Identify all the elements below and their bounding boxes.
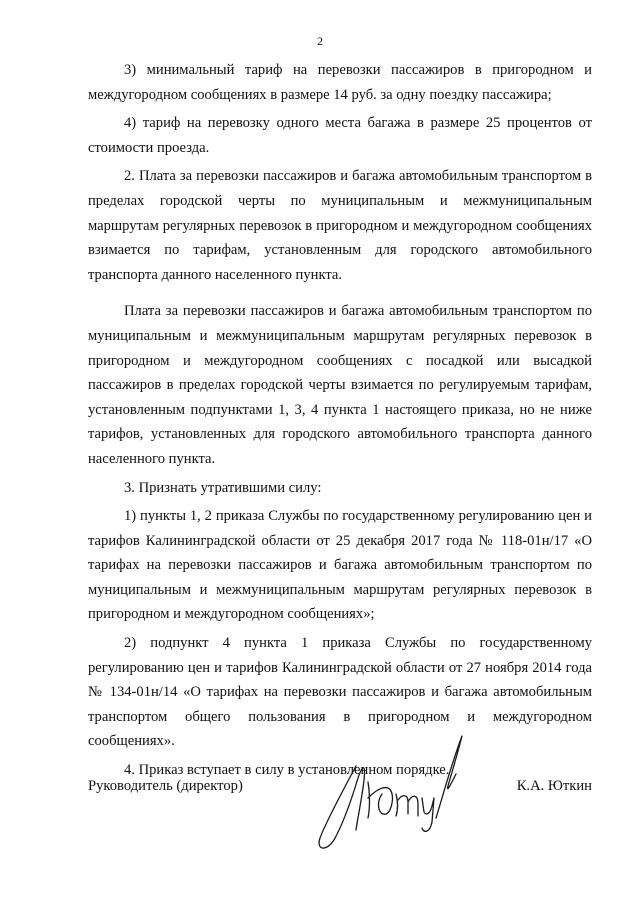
signatory-role: Руководитель (директор): [88, 778, 243, 794]
handwritten-signature: [312, 722, 472, 862]
paragraph-6: 1) пункты 1, 2 приказа Службы по государственному регулированию цен и тарифов Калининградской области от 25 декабря 2017 года № 118-01н/17 «О тарифах на перевозки пассажиров и багажа автомобильным транспортом по муниципальным и межмуниципальным маршрутам регулярных перевозок в пригородном и междугородном сообщениях»;: [88, 508, 592, 623]
paragraph-4: Плата за перевозки пассажиров и багажа автомобильным транспортом по муниципальным и межмуниципальным маршрутам регулярных перевозок в пригородном и междугородном сообщениях с посадкой или высадкой пассажиров в пределах городской черты взимается по регулируемым тарифам, установленным подпунктами 1, 3, 4 пункта 1 настоящего приказа, но не ниже тарифов, установленных для городского автомобильного транспорта данного населенного пункта.: [88, 303, 592, 467]
paragraph-8: 4. Приказ вступает в силу в установленном порядке.: [124, 762, 450, 779]
paragraph-1: 3) минимальный тариф на перевозки пассажиров в пригородном и междугородном сообщениях в размере 14 руб. за одну поездку пассажира;: [88, 62, 592, 103]
paragraph-2: 4) тариф на перевозку одного места багажа в размере 25 процентов от стоимости проезда.: [88, 115, 592, 156]
page-number: 2: [317, 34, 323, 48]
paragraph-5: 3. Признать утратившими силу:: [124, 479, 322, 496]
paragraph-3: 2. Плата за перевозки пассажиров и багажа автомобильным транспортом в пределах городской черты по муниципальным и межмуниципальным маршрутам регулярных перевозок в пригородном и междугородном сообщениях взимается по тарифам, установленным для городского автомобильного транспорта данного населенного пункта.: [88, 168, 592, 283]
document-body: [88, 58, 592, 783]
paragraph-7: 2) подпункт 4 пункта 1 приказа Службы по государственному регулированию цен и тарифов Калининградской области от 27 ноября 2014 года № 134-01н/14 «О тарифах на перевозки пассажиров и багажа автомобильным транспортом общего пользования в пригородном и междугородном сообщениях».: [88, 635, 592, 750]
signatory-name: К.А. Юткин: [516, 778, 592, 794]
